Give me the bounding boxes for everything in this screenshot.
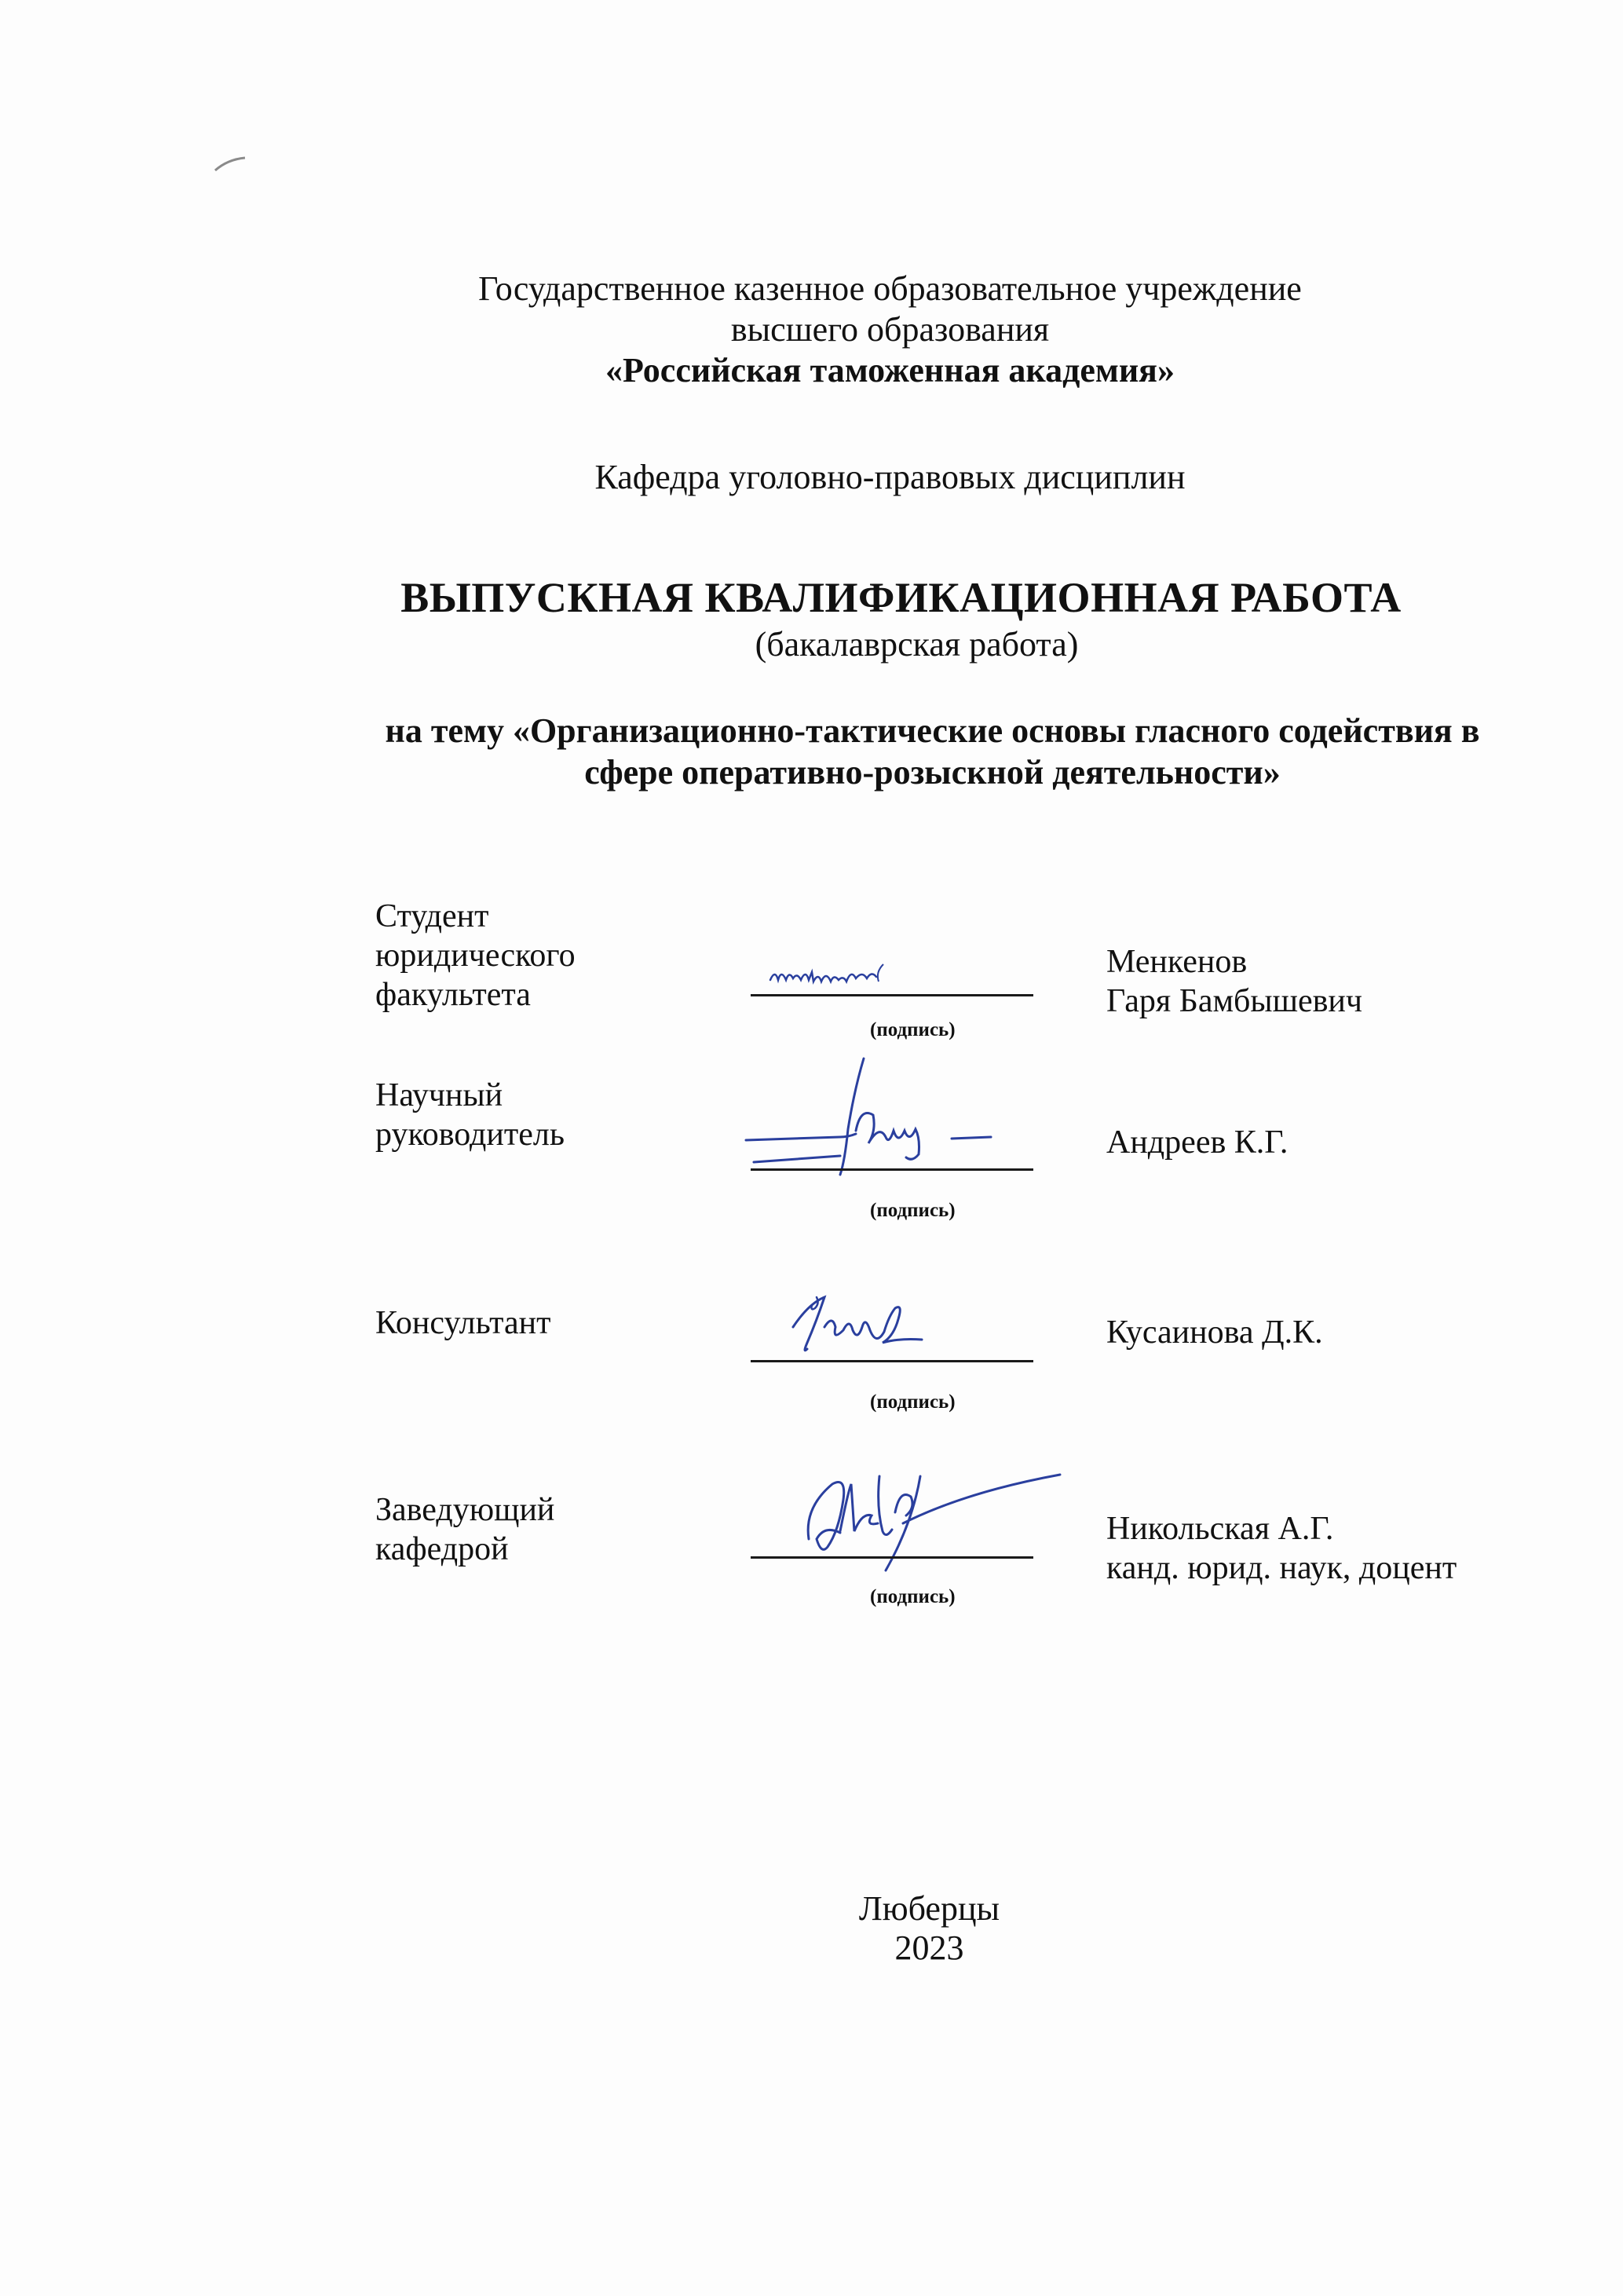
topic-line-1: на тему «Организационно-тактические основы гласного содействия в [385,711,1480,750]
signature-line [751,1168,1033,1171]
signature-caption: (подпись) [870,1200,956,1221]
year: 2023 [894,1929,964,1967]
signatory-name: канд. юрид. наук, доцент [1106,1550,1457,1586]
role-label: юридического [375,938,576,974]
role-label: Заведующий [375,1492,555,1528]
document-subtitle: (бакалаврская работа) [755,625,1079,664]
signatory-name: Кусаинова Д.К. [1106,1314,1323,1351]
signature-line [751,994,1033,996]
institution-name: «Российская таможенная академия» [605,351,1175,389]
head-signature [785,1445,1068,1586]
institution-line-1: Государственное казенное образовательное учреждение [478,269,1302,308]
scan-mark [212,153,251,177]
document-title: ВЫПУСКНАЯ КВАЛИФИКАЦИОННАЯ РАБОТА [400,574,1402,621]
role-label: Студент [375,898,489,934]
signature-line [751,1360,1033,1362]
signature-line [751,1556,1033,1559]
signature-caption: (подпись) [870,1586,956,1607]
signatory-name: Гаря Бамбышевич [1106,983,1363,1019]
signatory-name: Андреев К.Г. [1106,1124,1289,1161]
signature-caption: (подпись) [870,1391,956,1413]
role-label: Научный [375,1077,503,1113]
city: Люберцы [858,1889,1000,1928]
signature-caption: (подпись) [870,1019,956,1040]
consultant-signature [777,1280,974,1366]
role-label: кафедрой [375,1531,509,1567]
supervisor-signature [738,1044,1021,1186]
signatory-name: Никольская А.Г. [1106,1511,1334,1547]
role-label: факультета [375,977,531,1013]
institution-line-2: высшего образования [730,310,1050,349]
role-label: Консультант [375,1305,551,1341]
role-label: руководитель [375,1117,565,1153]
signatory-name: Менкенов [1106,944,1248,980]
department: Кафедра уголовно-правовых дисциплин [594,458,1186,496]
topic-line-2: сфере оперативно-розыскной деятельности» [584,753,1281,792]
student-signature [766,956,923,996]
